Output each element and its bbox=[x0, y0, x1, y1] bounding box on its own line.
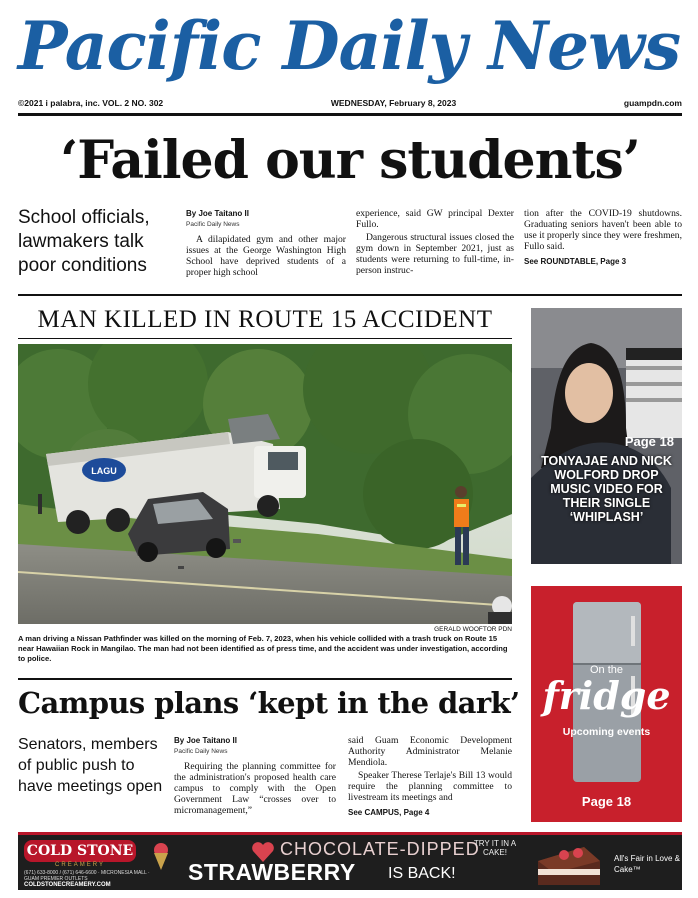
campus-text-2b: Speaker Therese Terlaje's Bill 13 would require the planning committee to livestream its meetings and bbox=[348, 770, 512, 803]
ad-line-strawberry: STRAWBERRY bbox=[188, 859, 356, 885]
photo-credit: GERALD WOOFTOR PDN bbox=[434, 626, 512, 633]
fridge-title: fridge bbox=[542, 673, 671, 718]
lead-column-2 bbox=[356, 208, 514, 278]
lead-text-1: A dilapidated gym and other major issues at the George Washington High School have deprived students of a proper high school bbox=[186, 234, 346, 278]
masthead-title: Pacific Daily News bbox=[17, 7, 681, 85]
campus-byline: By Joe Taitano II bbox=[174, 736, 237, 745]
ad-line-chocolate: CHOCOLATE-DIPPED bbox=[280, 839, 480, 859]
website[interactable]: guampdn.com bbox=[623, 98, 682, 108]
music-promo-text: TONYAJAE AND NICK WOLFORD DROP MUSIC VIDEO FOR THEIR SINGLE ‘WHIPLASH’ bbox=[541, 454, 672, 524]
ad-line-back: IS BACK! bbox=[388, 865, 456, 882]
lead-jump[interactable]: See ROUNDTABLE, Page 3 bbox=[524, 257, 627, 266]
fridge-upcoming: Upcoming events bbox=[562, 726, 651, 738]
lead-text-2b: Dangerous structural issues closed the gym down in September 2021, just as students were returning to full-time, in-person instruc- bbox=[356, 232, 514, 276]
ad-website[interactable]: COLDSTONECREAMERY.COM bbox=[24, 882, 111, 888]
campus-column-1 bbox=[174, 735, 336, 818]
lead-bottom-rule bbox=[18, 294, 682, 296]
fridge-page: Page 18 bbox=[581, 794, 632, 809]
accident-photo bbox=[18, 344, 512, 624]
lead-text-3: tion after the COVID-19 shutdowns. Graduating seniors haven't been able to use it properly since they were freshmen, Fullo said. bbox=[524, 208, 682, 252]
campus-deck: Senators, members of public push to have meetings open bbox=[18, 736, 163, 795]
ad-phones: (671) 633-8000 / (671) 646-6600 · MICRONESIA MALL · GUAM PREMIER OUTLETS bbox=[24, 870, 150, 882]
ad-tagline: All's Fair in Love & Cake™ bbox=[614, 854, 680, 874]
music-promo-page: Page 18 bbox=[624, 434, 674, 449]
accident-photo-illustration bbox=[18, 344, 512, 624]
issue-date: WEDNESDAY, February 8, 2023 bbox=[330, 98, 457, 108]
campus-jump[interactable]: See CAMPUS, Page 4 bbox=[348, 808, 430, 817]
cake-icon bbox=[534, 839, 604, 890]
info-bar bbox=[18, 96, 682, 110]
masthead-rule bbox=[18, 113, 682, 116]
truck-logo: LAGU bbox=[91, 466, 117, 476]
copyright-volume: ©2021 i palabra, inc. VOL. 2 NO. 302 bbox=[18, 98, 164, 108]
campus-text-2a: said Guam Economic Development Authority Administrator Melanie Mendiola. bbox=[348, 735, 512, 768]
main-headline-rule bbox=[18, 338, 512, 339]
fridge-on-the: On the bbox=[589, 664, 624, 676]
lead-column-3 bbox=[524, 208, 682, 267]
ice-cream-cone-icon bbox=[146, 841, 176, 871]
masthead bbox=[0, 0, 698, 92]
music-promo[interactable] bbox=[531, 308, 682, 564]
campus-column-2 bbox=[348, 735, 512, 818]
campus-byline-org: Pacific Daily News bbox=[174, 748, 228, 755]
ad-brand-sub: CREAMERY bbox=[55, 862, 105, 868]
lead-text-2a: experience, said GW principal Dexter Fullo. bbox=[356, 208, 514, 230]
campus-top-rule bbox=[18, 678, 512, 680]
fridge-promo[interactable] bbox=[531, 586, 682, 822]
ad-brand-logo: COLD STONE bbox=[24, 840, 136, 862]
lead-byline-org: Pacific Daily News bbox=[186, 221, 240, 228]
photo-caption: A man driving a Nissan Pathfinder was killed on the morning of Feb. 7, 2023, when his vehicle collided with a trash truck on Route 15 near Hawaiian Rock in Mangilao. The man had not been identified as of press time, and the accident was under investigation, according to police. bbox=[18, 634, 508, 663]
ad-try-cake: TRY IT IN A CAKE! bbox=[473, 839, 517, 857]
lead-column-1 bbox=[186, 208, 346, 280]
campus-headline: Campus plans ‘kept in the dark’ bbox=[18, 686, 520, 720]
lead-deck: School officials, lawmakers talk poor conditions bbox=[18, 207, 150, 276]
campus-text-1: Requiring the planning committee for the administration's proposed health care campus to comply with the Open Government Law “crosses over to micromanagement,” bbox=[174, 761, 336, 816]
lead-byline: By Joe Taitano II bbox=[186, 209, 249, 218]
main-headline: MAN KILLED IN ROUTE 15 ACCIDENT bbox=[37, 306, 493, 333]
lead-headline: ‘Failed our students’ bbox=[60, 130, 640, 191]
cold-stone-ad[interactable] bbox=[18, 832, 682, 890]
